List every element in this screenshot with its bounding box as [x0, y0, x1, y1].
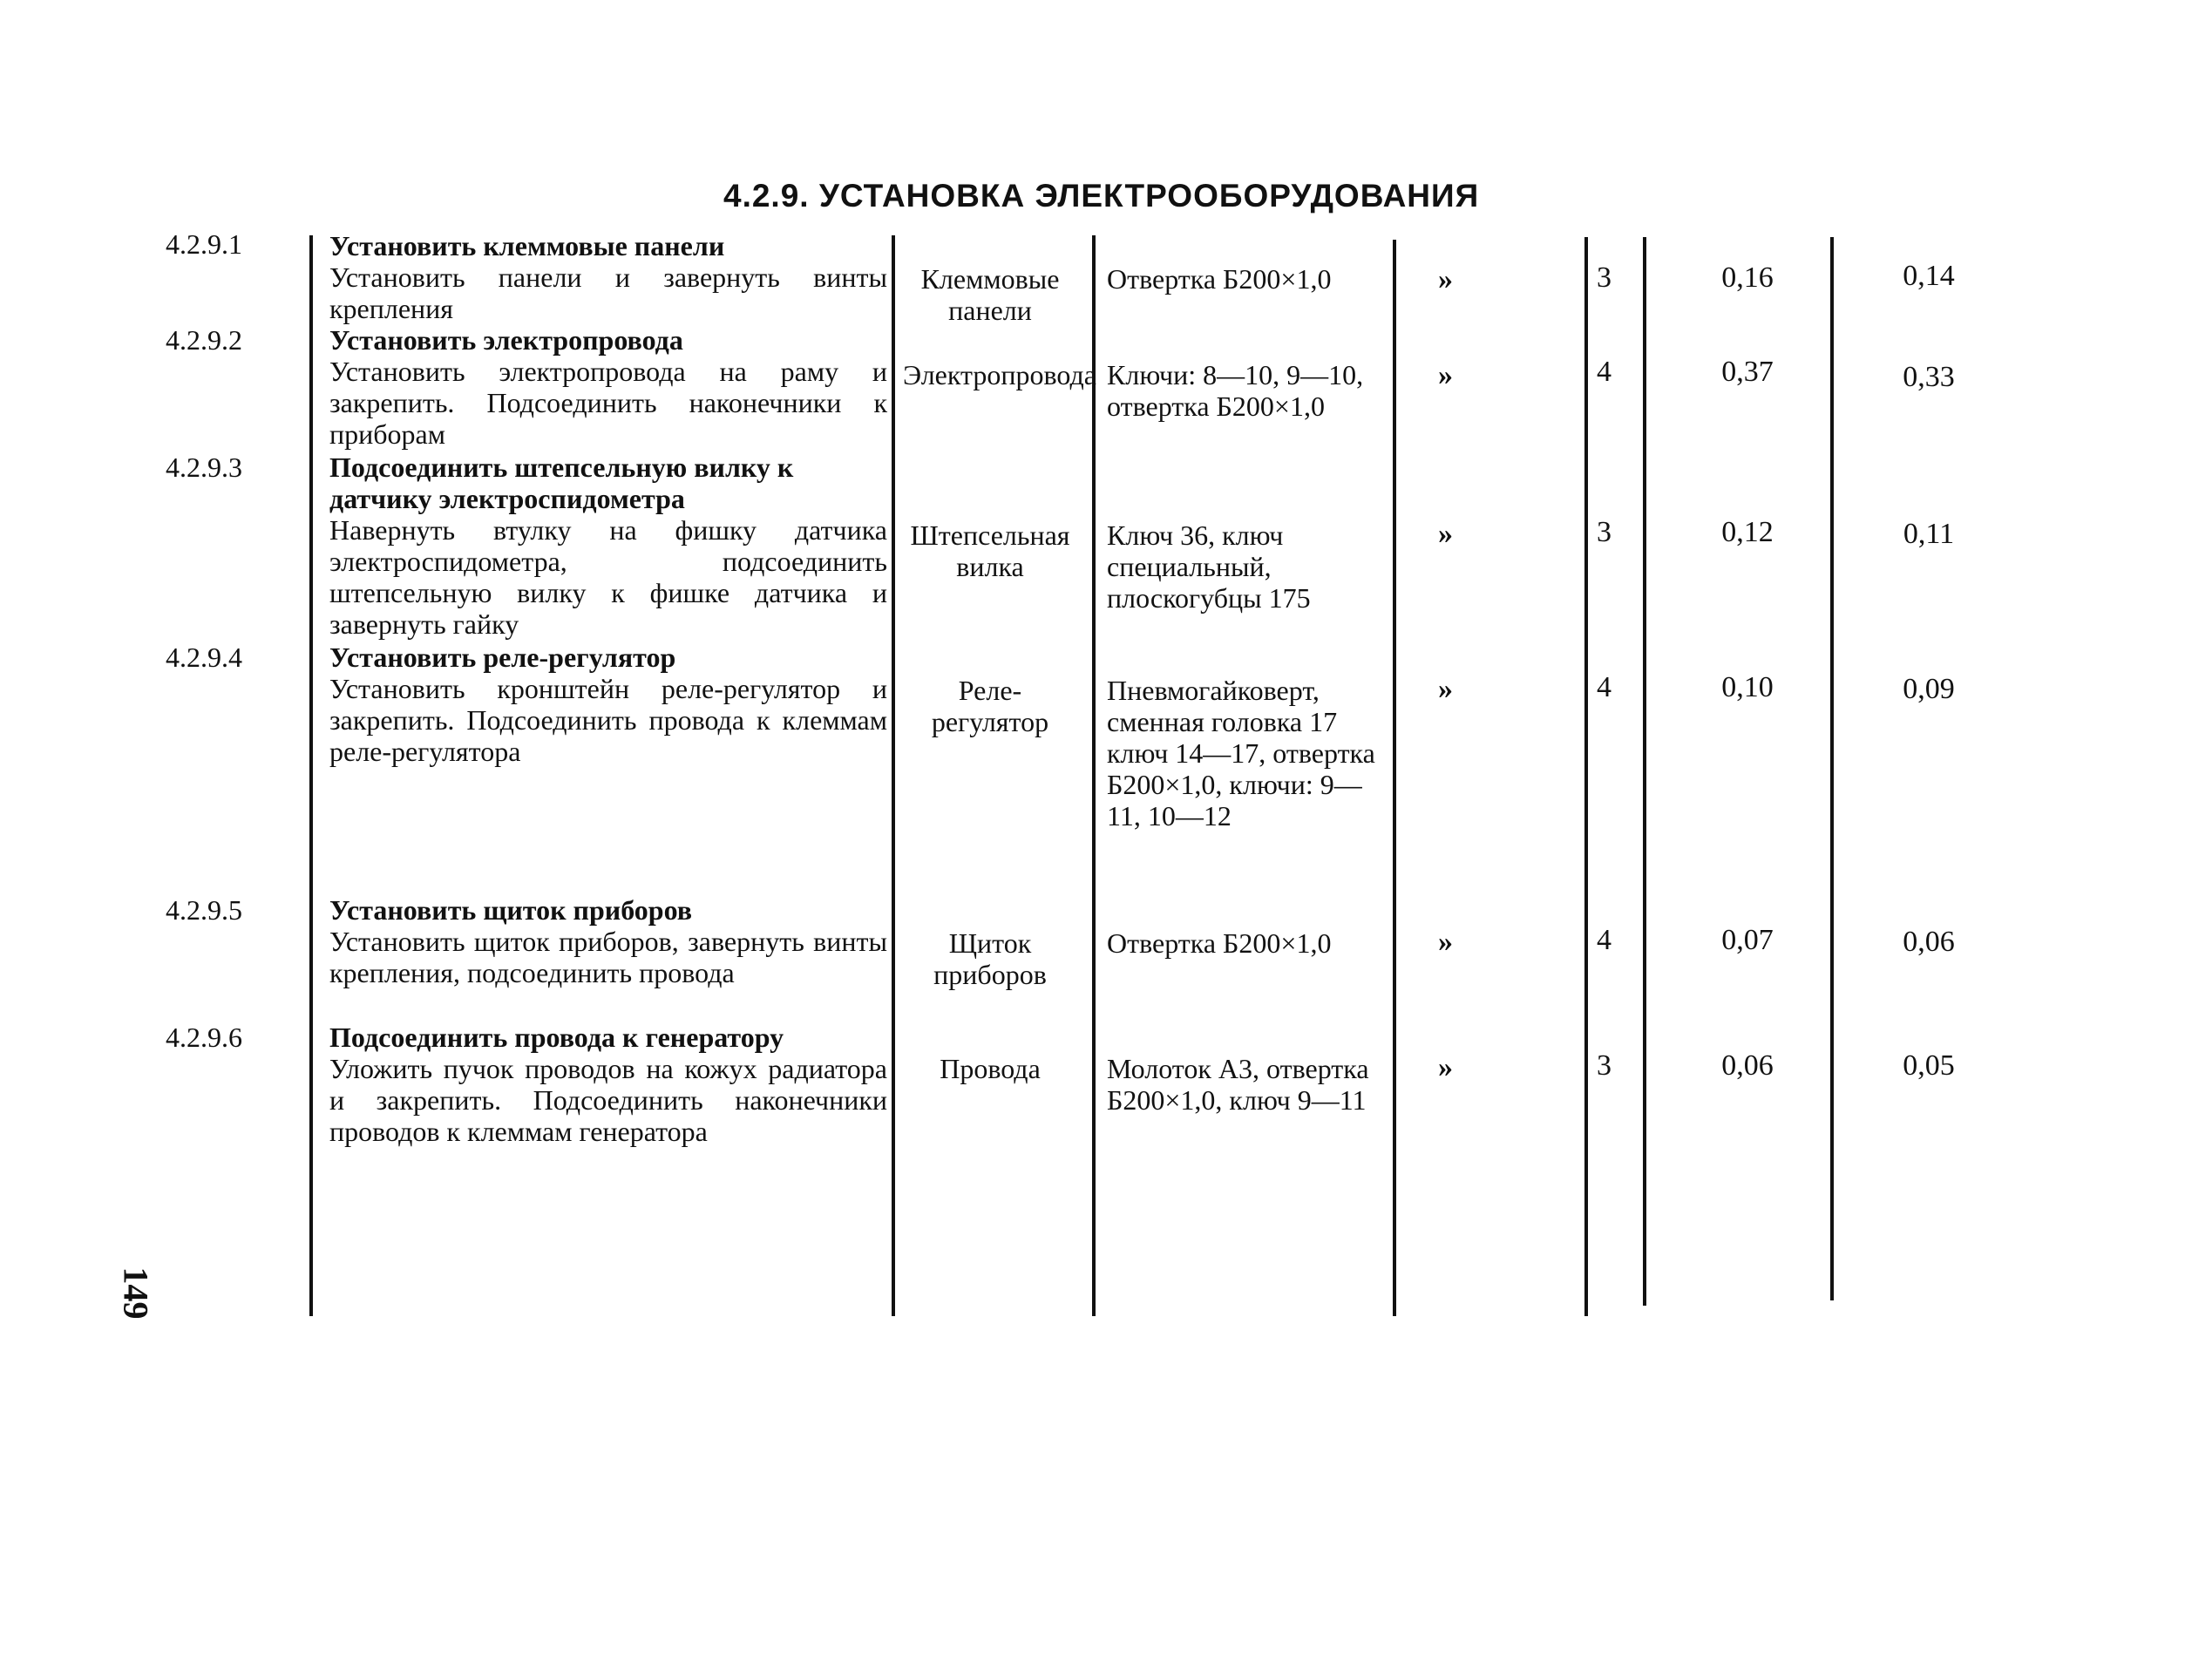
operation-description: Установить кронштейн реле-регулятор и закрепить. Подсоединить провода к клеммам реле-регулятора: [329, 673, 887, 767]
item-number: 4.2.9.1: [166, 228, 242, 260]
ditto-mark: »: [1438, 1051, 1453, 1083]
operation-title: Установить реле-регулятор: [329, 642, 676, 673]
operation-title: Подсоединить штепсельную вилку к датчику электроспидометра: [329, 451, 794, 514]
column-rule: [1643, 237, 1646, 1306]
operation-title: Подсоединить провода к генератору: [329, 1022, 784, 1053]
object-cell: Штепсельная вилка: [910, 519, 1070, 582]
operation-cell: [329, 894, 887, 988]
tool-cell: Отвертка Б200×1,0: [1107, 927, 1332, 959]
norm-value-1: 0,10: [1721, 671, 1774, 703]
column-rule: [892, 235, 895, 1316]
tool-cell: Ключ 36, ключ специальный, плоскогубцы 175: [1107, 519, 1311, 614]
norm-value-1: 0,37: [1721, 356, 1774, 388]
operation-title: Установить щиток приборов: [329, 894, 693, 926]
category-value: 4: [1597, 356, 1612, 388]
column-rule: [1092, 235, 1096, 1316]
operation-cell: [329, 642, 887, 767]
item-number: 4.2.9.4: [166, 642, 242, 673]
category-value: 4: [1597, 924, 1612, 956]
category-value: 4: [1597, 671, 1612, 703]
operation-description: Установить электропровода на раму и закрепить. Подсоединить наконечники к приборам: [329, 356, 887, 450]
column-rule: [309, 235, 313, 1316]
norm-value-1: 0,07: [1721, 924, 1774, 956]
page-number: 149: [116, 1266, 156, 1320]
tool-cell: Пневмогайковерт, сменная головка 17 ключ 14—17, отвертка Б200×1,0, ключи: 9—11, 10—12: [1107, 675, 1375, 832]
operation-description: Установить панели и завернуть винты крепления: [329, 261, 887, 324]
item-number: 4.2.9.6: [166, 1022, 242, 1053]
operation-cell: [329, 230, 887, 324]
operation-description: Навернуть втулку на фишку датчика электроспидометра, подсоединить штепсельную вилку к фишке датчика и завернуть гайку: [329, 514, 887, 640]
item-number: 4.2.9.3: [166, 451, 242, 483]
category-value: 3: [1597, 516, 1612, 548]
category-value: 3: [1597, 1049, 1612, 1082]
column-rule: [1830, 237, 1834, 1300]
column-rule: [1584, 237, 1588, 1316]
item-number: 4.2.9.2: [166, 324, 242, 356]
object-cell: Клеммовые панели: [920, 263, 1060, 326]
operation-cell: [329, 451, 887, 640]
norm-value-2: 0,09: [1903, 673, 1955, 705]
norm-value-2: 0,06: [1903, 926, 1955, 958]
ditto-mark: »: [1438, 518, 1453, 550]
ditto-mark: »: [1438, 926, 1453, 958]
section-title: 4.2.9. УСТАНОВКА ЭЛЕКТРООБОРУДОВАНИЯ: [723, 178, 1480, 214]
item-number: 4.2.9.5: [166, 894, 242, 926]
norm-value-2: 0,11: [1903, 518, 1955, 550]
operation-cell: [329, 1022, 887, 1147]
tool-cell: Молоток А3, отвертка Б200×1,0, ключ 9—11: [1107, 1053, 1369, 1116]
object-cell: Провода: [940, 1053, 1041, 1084]
operation-description: Уложить пучок проводов на кожух радиатора и закрепить. Подсоединить наконечники проводов к клеммам генератора: [329, 1053, 887, 1147]
tool-cell: Ключи: 8—10, 9—10, отвертка Б200×1,0: [1107, 359, 1364, 422]
ditto-mark: »: [1438, 263, 1453, 295]
ditto-mark: »: [1438, 673, 1453, 705]
operation-title: Установить электропровода: [329, 324, 683, 356]
object-cell: Щиток приборов: [933, 927, 1047, 990]
norm-value-2: 0,14: [1903, 260, 1955, 292]
category-value: 3: [1597, 261, 1612, 294]
tool-cell: Отвертка Б200×1,0: [1107, 263, 1332, 295]
ditto-mark: »: [1438, 359, 1453, 391]
object-cell: Реле-регулятор: [931, 675, 1049, 737]
operation-title: Установить клеммовые панели: [329, 230, 725, 261]
norm-value-1: 0,12: [1721, 516, 1774, 548]
norm-value-1: 0,06: [1721, 1049, 1774, 1082]
norm-value-2: 0,33: [1903, 361, 1955, 393]
norm-value-1: 0,16: [1721, 261, 1774, 294]
operation-cell: [329, 324, 887, 450]
norm-value-2: 0,05: [1903, 1049, 1955, 1082]
object-cell: Электропровода: [903, 359, 1096, 390]
operation-description: Установить щиток приборов, завернуть винты крепления, подсоединить провода: [329, 926, 887, 988]
